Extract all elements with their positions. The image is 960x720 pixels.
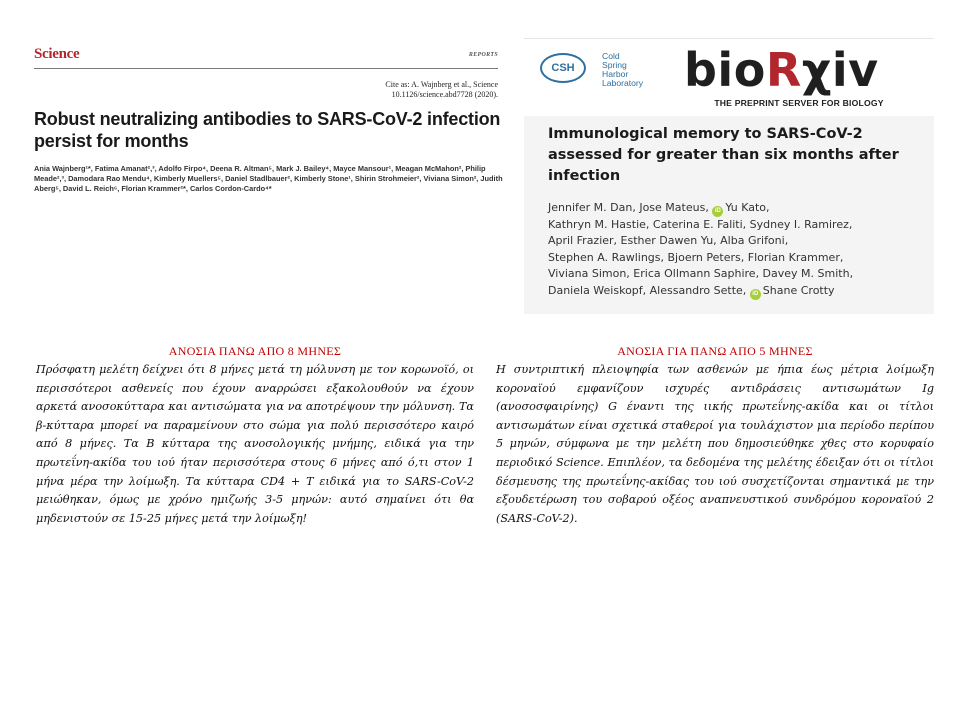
biorxiv-logo (684, 44, 879, 96)
author-text: Yu Kato, (725, 201, 770, 214)
author-line (548, 200, 933, 217)
author-text: Shane Crotty (762, 283, 835, 297)
csh-name-line: Spring (602, 60, 627, 70)
citation-line-1: Cite as: A. Wajnberg et al., Science (385, 80, 498, 89)
biorxiv-preprint-header (524, 38, 934, 314)
left-summary-column (36, 344, 474, 528)
science-logo: Science (34, 46, 80, 62)
author-line: April Frazier, Esther Dawen Yu, Alba Grifoni, (548, 234, 789, 248)
csh-name-line: Laboratory (602, 78, 644, 88)
science-paper-header (30, 38, 503, 218)
citation (298, 80, 498, 100)
logo-part: R (765, 43, 802, 97)
author-line: Stephen A. Rawlings, Bjoern Peters, Florian Krammer, (548, 250, 844, 264)
banner-rule (524, 38, 934, 39)
section-label: REPORTS (468, 52, 498, 58)
biorxiv-banner (524, 38, 934, 114)
csh-name (602, 52, 643, 88)
preprint-authors (548, 200, 933, 300)
biorxiv-tagline: THE PREPRINT SERVER FOR BIOLOGY (714, 98, 884, 108)
logo-part: bio (684, 43, 766, 97)
logo-part: χiv (801, 43, 879, 97)
author-text: Jennifer M. Dan, Jose Mateus, (548, 201, 709, 214)
orcid-icon: iD (712, 206, 723, 217)
csh-name-line: Harbor (602, 69, 629, 79)
science-authors: Ania Wajnberg¹*, Fatima Amanat²,³, Adolfo Firpo⁴, Deena R. Altman⁵, Mark J. Bailey⁴, Mayce Mansour¹, Meagan McMahon², Philip Meade²,³, Damodara Rao Mendu⁴, Kimberly Muellers⁵, Daniel Stadlbauer², Kimberly Stone¹, Shirin Strohmeier², Viviana Simon², Judith Aberg⁵, David L. Reich⁶, Florian Krammer²*, Carlos Cordon-Cardo⁴* (34, 164, 503, 193)
left-body-text: Πρόσφατη μελέτη δείχνει ότι 8 μήνες μετά τη μόλυνση με τον κορωνοϊό, οι περισσότεροι ασθενείς που έχουν αναρρώσει εξακολουθούν να έχουν αρκετά ανοσοκύτταρα και αντισώματα για να αποτρέψουν την μόλυνση. Τα β-κύτταρα μπορεί να παραμείνουν στο σώμα για πολύ περισσότερο καιρό από 8 μήνες. Τα Β κύτταρα της ανοσολογικής μνήμης, ειδικά για την πρωτεΐνη-ακίδα του ιού ήταν περισσότερα στους 6 μήνες από ό,τι στον 1 μήνα μέρα την λοίμωξη. Τα κύτταρα CD4 + T ειδικά για το SARS-CoV-2 μειώθηκαν, όμως με χρόνο ημιζωής 3-5 μηνών: αυτό σημαίνει ότι θα μηδενιστούν σε 15-25 μήνες μετά την λοίμωξη! (36, 363, 474, 525)
right-heading: ΑΝΟΣΙΑ ΓΙΑ ΠΑΝΩ ΑΠΟ 5 ΜΗΝΕΣ (617, 344, 813, 358)
left-heading: ΑΝΟΣΙΑ ΠΑΝΩ ΑΠΟ 8 ΜΗΝΕΣ (168, 344, 342, 358)
citation-line-2: 10.1126/science.abd7728 (2020). (391, 90, 498, 99)
right-summary-column (496, 344, 934, 528)
csh-name-line: Cold (602, 51, 620, 61)
author-line: Viviana Simon, Erica Ollmann Saphire, Davey M. Smith, (548, 267, 854, 281)
author-line: Kathryn M. Hastie, Caterina E. Faliti, Sydney I. Ramirez, (548, 218, 853, 231)
orcid-icon: iD (750, 289, 761, 300)
csh-logo-icon: CSH (540, 53, 586, 83)
science-paper-title: Robust neutralizing antibodies to SARS-CoV-2 infection persist for months (34, 109, 501, 151)
author-line (548, 283, 933, 300)
author-text: Daniela Weiskopf, Alessandro Sette, (548, 283, 747, 297)
header-rule (34, 68, 498, 69)
preprint-body (524, 116, 934, 314)
right-body-text: Η συντριπτική πλειοψηφία των ασθενών με ήπια έως μέτρια λοίμωξη κοροναϊού εμφανίζουν ισχυρές αντιδράσεις αντισωμάτων Ig (ανοσοσφαιρίνης) G έναντι της ιικής πρωτεΐνης-ακίδα και οι τίτλοι αντισωμάτων είναι σχετικά σταθεροί για τουλάχιστον μια περίοδο περίπου 5 μηνών, σύμφωνα με την μελέτη που δημοσιεύθηκε χθες στο κορυφαίο περιοδικό Science. Επιπλέον, τα δεδομένα της μελέτης έδειξαν ότι οι τίτλοι δέσμευσης της πρωτεΐνης-ακίδας του ιού συσχετίζονται σημαντικά με την εξουδετέρωση του σοβαρού οξέος αναπνευστικού συνδρόμου κοροναϊού 2 (SARS-CoV-2). (496, 363, 934, 525)
preprint-title: Immunological memory to SARS-CoV-2 assessed for greater than six months after infection (548, 126, 899, 184)
